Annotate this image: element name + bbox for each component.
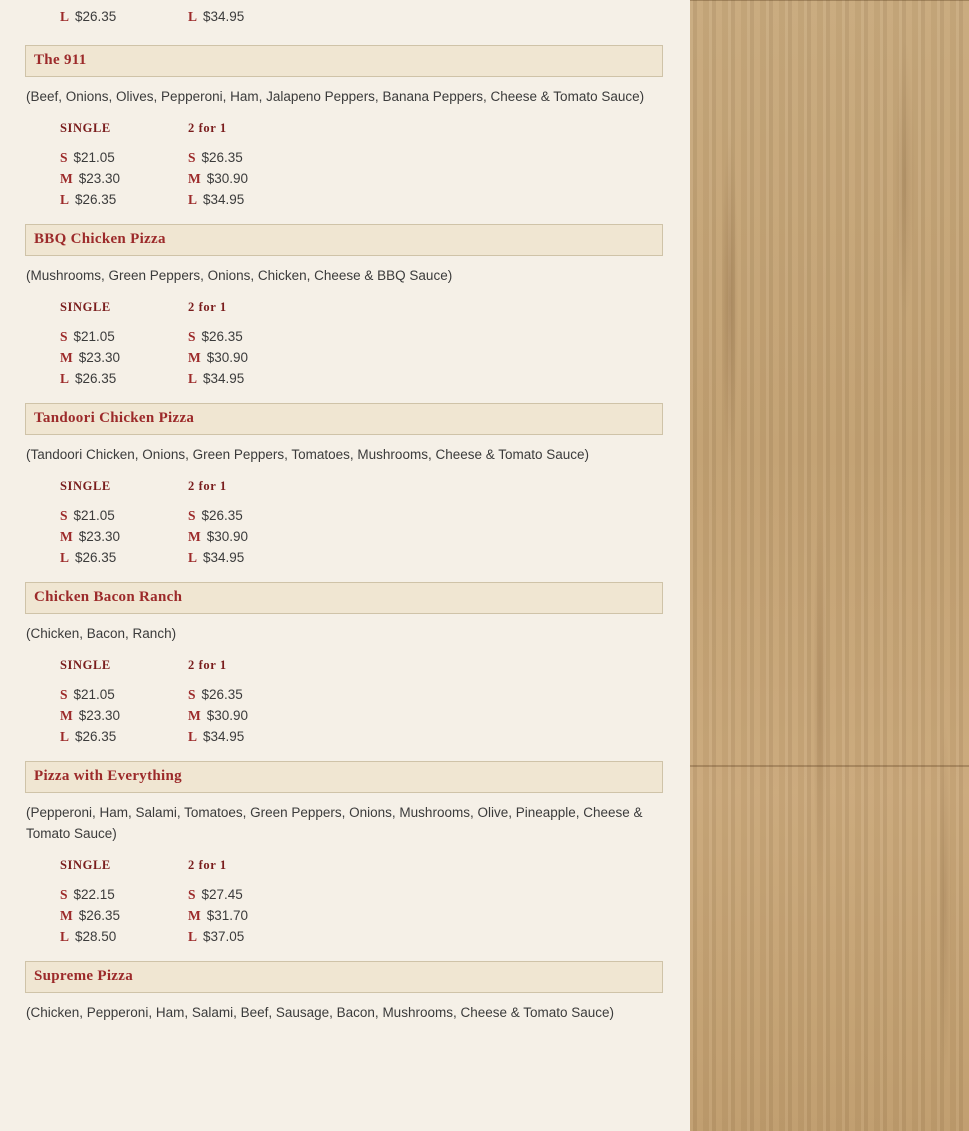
price-value: $23.30 xyxy=(78,708,121,723)
price-row xyxy=(25,368,665,389)
price-value: $34.95 xyxy=(203,192,245,207)
size-label: M xyxy=(60,529,73,544)
price-row xyxy=(25,684,665,705)
price-row xyxy=(25,705,665,726)
section-description: (Beef, Onions, Olives, Pepperoni, Ham, Jalapeno Peppers, Banana Peppers, Cheese & Tomato Sauce) xyxy=(26,89,645,104)
price-cell-single xyxy=(60,726,188,747)
price-cell-single xyxy=(60,189,188,210)
price-value: $30.90 xyxy=(206,529,249,544)
price-cell-single xyxy=(60,705,188,726)
price-cell-single xyxy=(60,168,188,189)
size-label: L xyxy=(60,550,70,565)
price-value: $21.05 xyxy=(73,508,115,523)
size-label: L xyxy=(188,929,198,944)
price-cell-single xyxy=(60,6,188,27)
size-label: M xyxy=(60,171,73,186)
price-cell-two-for-one xyxy=(188,705,316,726)
size-label: L xyxy=(188,9,198,24)
section-title: Chicken Bacon Ranch xyxy=(25,582,663,614)
price-value: $30.90 xyxy=(206,708,249,723)
price-value: $21.05 xyxy=(73,687,115,702)
price-value: $34.95 xyxy=(203,371,245,386)
price-cell-two-for-one xyxy=(188,347,316,368)
price-row xyxy=(25,547,665,568)
price-value: $30.90 xyxy=(206,171,249,186)
size-label: M xyxy=(188,350,201,365)
size-label: S xyxy=(60,687,68,702)
size-label: M xyxy=(188,529,201,544)
price-value: $26.35 xyxy=(201,687,243,702)
partial-price-row xyxy=(25,0,665,35)
price-table xyxy=(25,658,665,751)
menu-content xyxy=(25,0,665,1023)
price-value: $23.30 xyxy=(78,529,121,544)
price-value: $26.35 xyxy=(75,550,117,565)
price-cell-single xyxy=(60,326,188,347)
price-row xyxy=(25,926,665,947)
price-row xyxy=(25,168,665,189)
price-cell-two-for-one xyxy=(188,147,316,168)
price-cell-two-for-one xyxy=(188,6,316,27)
section-title: Supreme Pizza xyxy=(25,961,663,993)
price-value: $28.50 xyxy=(75,929,117,944)
price-cell-single xyxy=(60,147,188,168)
price-cell-single xyxy=(60,368,188,389)
price-value: $26.35 xyxy=(78,908,121,923)
size-label: L xyxy=(188,192,198,207)
size-label: S xyxy=(188,329,196,344)
wood-panel-grain xyxy=(690,0,969,1131)
column-header-two-for-one: 2 for 1 xyxy=(188,658,227,672)
menu-section xyxy=(25,403,665,572)
size-label: L xyxy=(60,192,70,207)
price-table-header xyxy=(25,300,665,315)
menu-section xyxy=(25,761,665,951)
size-label: S xyxy=(188,887,196,902)
size-label: M xyxy=(188,171,201,186)
price-cell-two-for-one xyxy=(188,326,316,347)
size-label: L xyxy=(188,371,198,386)
price-cell-two-for-one xyxy=(188,884,316,905)
size-label: M xyxy=(188,908,201,923)
price-cell-two-for-one xyxy=(188,926,316,947)
price-table xyxy=(25,300,665,393)
price-table-header xyxy=(25,658,665,673)
price-cell-two-for-one xyxy=(188,505,316,526)
price-cell-two-for-one xyxy=(188,189,316,210)
column-header-single: SINGLE xyxy=(60,858,111,872)
price-table-header xyxy=(25,121,665,136)
price-cell-two-for-one xyxy=(188,684,316,705)
section-description: (Tandoori Chicken, Onions, Green Peppers, Tomatoes, Mushrooms, Cheese & Tomato Sauce) xyxy=(26,447,590,462)
size-label: M xyxy=(60,350,73,365)
price-cell-single xyxy=(60,905,188,926)
price-table-header xyxy=(25,479,665,494)
price-row xyxy=(25,147,665,168)
size-label: L xyxy=(188,550,198,565)
size-label: L xyxy=(60,9,70,24)
column-header-single: SINGLE xyxy=(60,121,111,135)
price-value: $21.05 xyxy=(73,329,115,344)
column-header-single: SINGLE xyxy=(60,479,111,493)
size-label: S xyxy=(60,150,68,165)
price-row xyxy=(25,884,665,905)
price-row xyxy=(25,726,665,747)
price-cell-two-for-one xyxy=(188,368,316,389)
section-title: Pizza with Everything xyxy=(25,761,663,793)
size-label: S xyxy=(60,329,68,344)
size-label: L xyxy=(60,729,70,744)
section-description: (Pepperoni, Ham, Salami, Tomatoes, Green Peppers, Onions, Mushrooms, Olive, Pineapple, Cheese & Tomato Sauce) xyxy=(26,805,643,841)
price-value: $23.30 xyxy=(78,350,121,365)
wood-panel-seam-mid xyxy=(690,765,969,767)
price-row xyxy=(25,505,665,526)
price-value: $34.95 xyxy=(203,729,245,744)
section-title: BBQ Chicken Pizza xyxy=(25,224,663,256)
price-value: $26.35 xyxy=(201,329,243,344)
price-cell-two-for-one xyxy=(188,905,316,926)
column-header-two-for-one: 2 for 1 xyxy=(188,479,227,493)
price-value: $27.45 xyxy=(201,887,243,902)
price-value: $26.35 xyxy=(75,192,117,207)
price-row xyxy=(25,6,665,27)
column-header-two-for-one: 2 for 1 xyxy=(188,121,227,135)
size-label: S xyxy=(60,508,68,523)
price-cell-two-for-one xyxy=(188,168,316,189)
section-description: (Chicken, Bacon, Ranch) xyxy=(26,626,177,641)
price-cell-two-for-one xyxy=(188,726,316,747)
column-header-single: SINGLE xyxy=(60,300,111,314)
section-description: (Mushrooms, Green Peppers, Onions, Chicken, Cheese & BBQ Sauce) xyxy=(26,268,453,283)
price-value: $21.05 xyxy=(73,150,115,165)
price-cell-single xyxy=(60,926,188,947)
price-value: $34.95 xyxy=(203,550,245,565)
size-label: M xyxy=(188,708,201,723)
size-label: S xyxy=(188,687,196,702)
price-value: $23.30 xyxy=(78,171,121,186)
price-value: $30.90 xyxy=(206,350,249,365)
price-value: $34.95 xyxy=(203,9,245,24)
price-table-header xyxy=(25,858,665,873)
size-label: S xyxy=(188,508,196,523)
price-row xyxy=(25,526,665,547)
section-title: The 911 xyxy=(25,45,663,77)
size-label: M xyxy=(60,908,73,923)
price-cell-single xyxy=(60,347,188,368)
price-value: $22.15 xyxy=(73,887,115,902)
column-header-two-for-one: 2 for 1 xyxy=(188,300,227,314)
price-cell-single xyxy=(60,526,188,547)
size-label: S xyxy=(60,887,68,902)
price-cell-single xyxy=(60,547,188,568)
price-value: $26.35 xyxy=(75,371,117,386)
section-description: (Chicken, Pepperoni, Ham, Salami, Beef, Sausage, Bacon, Mushrooms, Cheese & Tomato Sauce) xyxy=(26,1005,615,1020)
price-table xyxy=(25,479,665,572)
price-cell-two-for-one xyxy=(188,526,316,547)
menu-section xyxy=(25,961,665,1023)
price-value: $26.35 xyxy=(201,150,243,165)
price-cell-single xyxy=(60,684,188,705)
price-value: $37.05 xyxy=(203,929,245,944)
size-label: S xyxy=(188,150,196,165)
price-row xyxy=(25,326,665,347)
price-table xyxy=(25,858,665,951)
size-label: L xyxy=(60,371,70,386)
size-label: L xyxy=(188,729,198,744)
menu-section xyxy=(25,582,665,751)
menu-section xyxy=(25,224,665,393)
menu-section xyxy=(25,45,665,214)
price-row xyxy=(25,189,665,210)
column-header-single: SINGLE xyxy=(60,658,111,672)
price-value: $31.70 xyxy=(206,908,249,923)
wood-panel-seam-top xyxy=(690,0,969,1)
size-label: M xyxy=(60,708,73,723)
price-value: $26.35 xyxy=(75,729,117,744)
price-row xyxy=(25,347,665,368)
price-cell-single xyxy=(60,505,188,526)
price-row xyxy=(25,905,665,926)
price-value: $26.35 xyxy=(75,9,117,24)
price-cell-single xyxy=(60,884,188,905)
size-label: L xyxy=(60,929,70,944)
price-cell-two-for-one xyxy=(188,547,316,568)
price-value: $26.35 xyxy=(201,508,243,523)
section-title: Tandoori Chicken Pizza xyxy=(25,403,663,435)
price-table xyxy=(25,121,665,214)
column-header-two-for-one: 2 for 1 xyxy=(188,858,227,872)
